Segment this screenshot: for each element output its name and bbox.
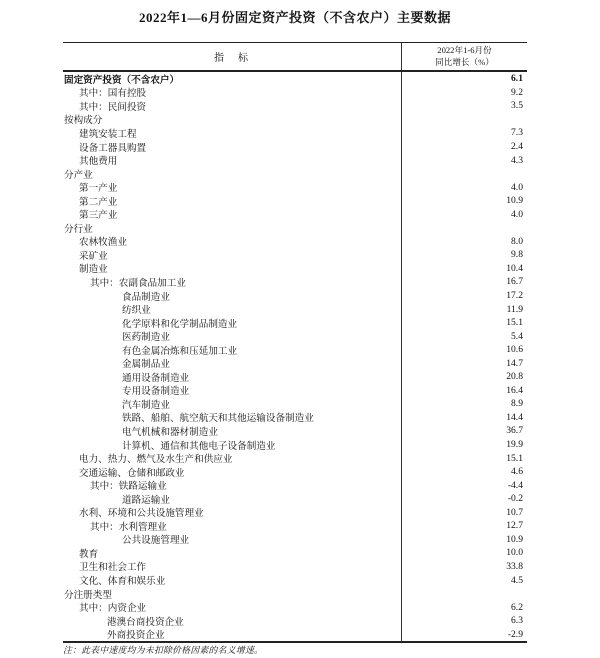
row-label: 采矿业: [63, 248, 402, 262]
row-label: 外商投资企业: [63, 627, 402, 641]
table-row: [63, 235, 527, 249]
row-label: 电力、热力、燃气及水生产和供应业: [63, 451, 402, 465]
table-row: [63, 465, 527, 479]
row-value: -4.4: [507, 479, 523, 491]
row-value: 16.4: [506, 384, 523, 396]
row-value: 10.0: [506, 547, 523, 559]
row-value: 10.7: [506, 506, 523, 518]
page-title: 2022年1—6月份固定资产投资（不含农户）主要数据: [138, 10, 451, 25]
table-row: [63, 573, 527, 587]
row-value: 12.7: [506, 520, 523, 532]
row-value: 3.5: [511, 100, 523, 112]
row-label: 金属制品业: [63, 356, 402, 370]
row-label: 其中：铁路运输业: [63, 478, 402, 492]
row-value: 4.5: [511, 574, 523, 586]
table-row: [63, 302, 527, 316]
row-label: 食品制造业: [63, 289, 402, 303]
row-label: 分行业: [63, 221, 402, 235]
row-value: 16.7: [506, 276, 523, 288]
row-value: 10.6: [506, 344, 523, 356]
table-row: [63, 86, 527, 100]
table-row: [63, 546, 527, 560]
row-value: 10.9: [506, 195, 523, 207]
row-value: 4.0: [511, 208, 523, 220]
table-row: [63, 262, 527, 276]
row-label: 第二产业: [63, 194, 402, 208]
row-label: 设备工器具购置: [63, 140, 402, 154]
row-label: 铁路、船舶、航空航天和其他运输设备制造业: [63, 411, 402, 425]
row-label: 分产业: [63, 167, 402, 181]
table-row: [63, 533, 527, 547]
table-row: [63, 587, 527, 601]
row-label: 农林牧渔业: [63, 235, 402, 249]
row-label: 汽车制造业: [63, 397, 402, 411]
table-row: [63, 397, 527, 411]
row-value: -0.2: [507, 493, 523, 505]
row-label: 计算机、通信和其他电子设备制造业: [63, 438, 402, 452]
row-label: 其中：内资企业: [63, 600, 402, 614]
table-row: [63, 248, 527, 262]
row-label: 化学原料和化学制品制造业: [63, 316, 402, 330]
row-value: 2.4: [511, 141, 523, 152]
table-row: [63, 560, 527, 574]
row-value: 6.2: [511, 601, 523, 613]
row-value: 15.1: [506, 317, 523, 329]
row-label: 教育: [63, 546, 402, 560]
row-value: 9.2: [511, 86, 523, 98]
table-row: [63, 438, 527, 452]
table-row: [63, 180, 527, 194]
table-row: [63, 99, 527, 113]
row-label: 其中：水利管理业: [63, 519, 402, 533]
row-label: 固定资产投资（不含农户）: [63, 72, 402, 86]
row-label: 分注册类型: [63, 587, 402, 601]
row-value: [402, 113, 527, 127]
row-label: 港澳台商投资企业: [63, 614, 402, 628]
row-value: 6.3: [511, 615, 523, 627]
table-row: [63, 492, 527, 506]
row-label: 卫生和社会工作: [63, 560, 402, 574]
table-row: [63, 519, 527, 533]
table-row: [63, 384, 527, 398]
table-row: [63, 113, 527, 127]
table-row: [63, 194, 527, 208]
table-body: [63, 72, 527, 643]
row-label: 其中：民间投资: [63, 99, 402, 113]
table-row: [63, 221, 527, 235]
row-value: 14.7: [506, 357, 523, 369]
row-value: [402, 167, 527, 181]
main-data-table: [63, 42, 527, 643]
row-label: 其他费用: [63, 153, 402, 167]
table-row: [63, 478, 527, 492]
row-label: 通用设备制造业: [63, 370, 402, 384]
row-value: 4.6: [511, 466, 523, 478]
table-row: [63, 329, 527, 343]
table-row: [63, 289, 527, 303]
row-label: 第一产业: [63, 180, 402, 194]
row-value: -2.9: [507, 628, 523, 640]
row-value: 10.4: [506, 262, 523, 274]
row-value: 9.8: [511, 249, 523, 261]
table-row: [63, 207, 527, 221]
row-value: 7.3: [511, 127, 523, 139]
row-value: 15.1: [506, 452, 523, 464]
row-label: 水利、环境和公共设施管理业: [63, 506, 402, 520]
table-row: [63, 275, 527, 289]
row-label: 电气机械和器材制造业: [63, 424, 402, 438]
table-row: [63, 153, 527, 167]
row-value: 19.9: [506, 439, 523, 451]
table-row: [63, 424, 527, 438]
table-row: [63, 343, 527, 357]
row-value: 6.1: [511, 73, 523, 85]
table-row: [63, 370, 527, 384]
table-row: [63, 316, 527, 330]
table-header-row: [63, 43, 527, 72]
header-indicator-cell: 指 标: [63, 43, 402, 70]
table-row: [63, 356, 527, 370]
row-label: 建筑安装工程: [63, 126, 402, 140]
row-label: 医药制造业: [63, 329, 402, 343]
row-value: 33.8: [506, 560, 523, 572]
row-value: 20.8: [506, 371, 523, 383]
row-value: 36.7: [506, 425, 523, 437]
table-row: [63, 72, 527, 86]
table-row: [63, 506, 527, 520]
table-row: [63, 614, 527, 628]
table-row: [63, 167, 527, 181]
row-label: 第三产业: [63, 207, 402, 221]
row-value: 4.0: [511, 181, 523, 193]
table-row: [63, 627, 527, 641]
row-value: [402, 221, 527, 235]
header-period-label: 2022年1-6月份: [437, 44, 492, 55]
row-label: 公共设施管理业: [63, 533, 402, 547]
row-value: 8.9: [511, 398, 523, 410]
row-label: 按构成分: [63, 113, 402, 127]
row-label: 纺织业: [63, 302, 402, 316]
table-row: [63, 600, 527, 614]
table-footnote: 注：此表中速度均为未扣除价格因素的名义增速。: [63, 645, 264, 655]
row-value: [402, 587, 527, 601]
row-label: 专用设备制造业: [63, 384, 402, 398]
row-label: 有色金属冶炼和压延加工业: [63, 343, 402, 357]
row-value: 14.4: [506, 411, 523, 423]
header-metric-label: 同比增长（%）: [435, 56, 494, 67]
row-label: 其中：农副食品加工业: [63, 275, 402, 289]
row-label: 道路运输业: [63, 492, 402, 506]
table-row: [63, 140, 527, 154]
row-label: 制造业: [63, 262, 402, 276]
row-value: 8.0: [511, 235, 523, 247]
row-label: 文化、体育和娱乐业: [63, 573, 402, 587]
row-value: 17.2: [506, 290, 523, 302]
row-label: 其中：国有控股: [63, 86, 402, 100]
row-value: 10.9: [506, 533, 523, 545]
table-row: [63, 126, 527, 140]
header-value-cell: [402, 43, 527, 70]
table-row: [63, 451, 527, 465]
row-value: 5.4: [511, 330, 523, 342]
row-value: 11.9: [506, 303, 523, 315]
row-label: 交通运输、仓储和邮政业: [63, 465, 402, 479]
row-value: 4.3: [511, 154, 523, 166]
table-row: [63, 411, 527, 425]
